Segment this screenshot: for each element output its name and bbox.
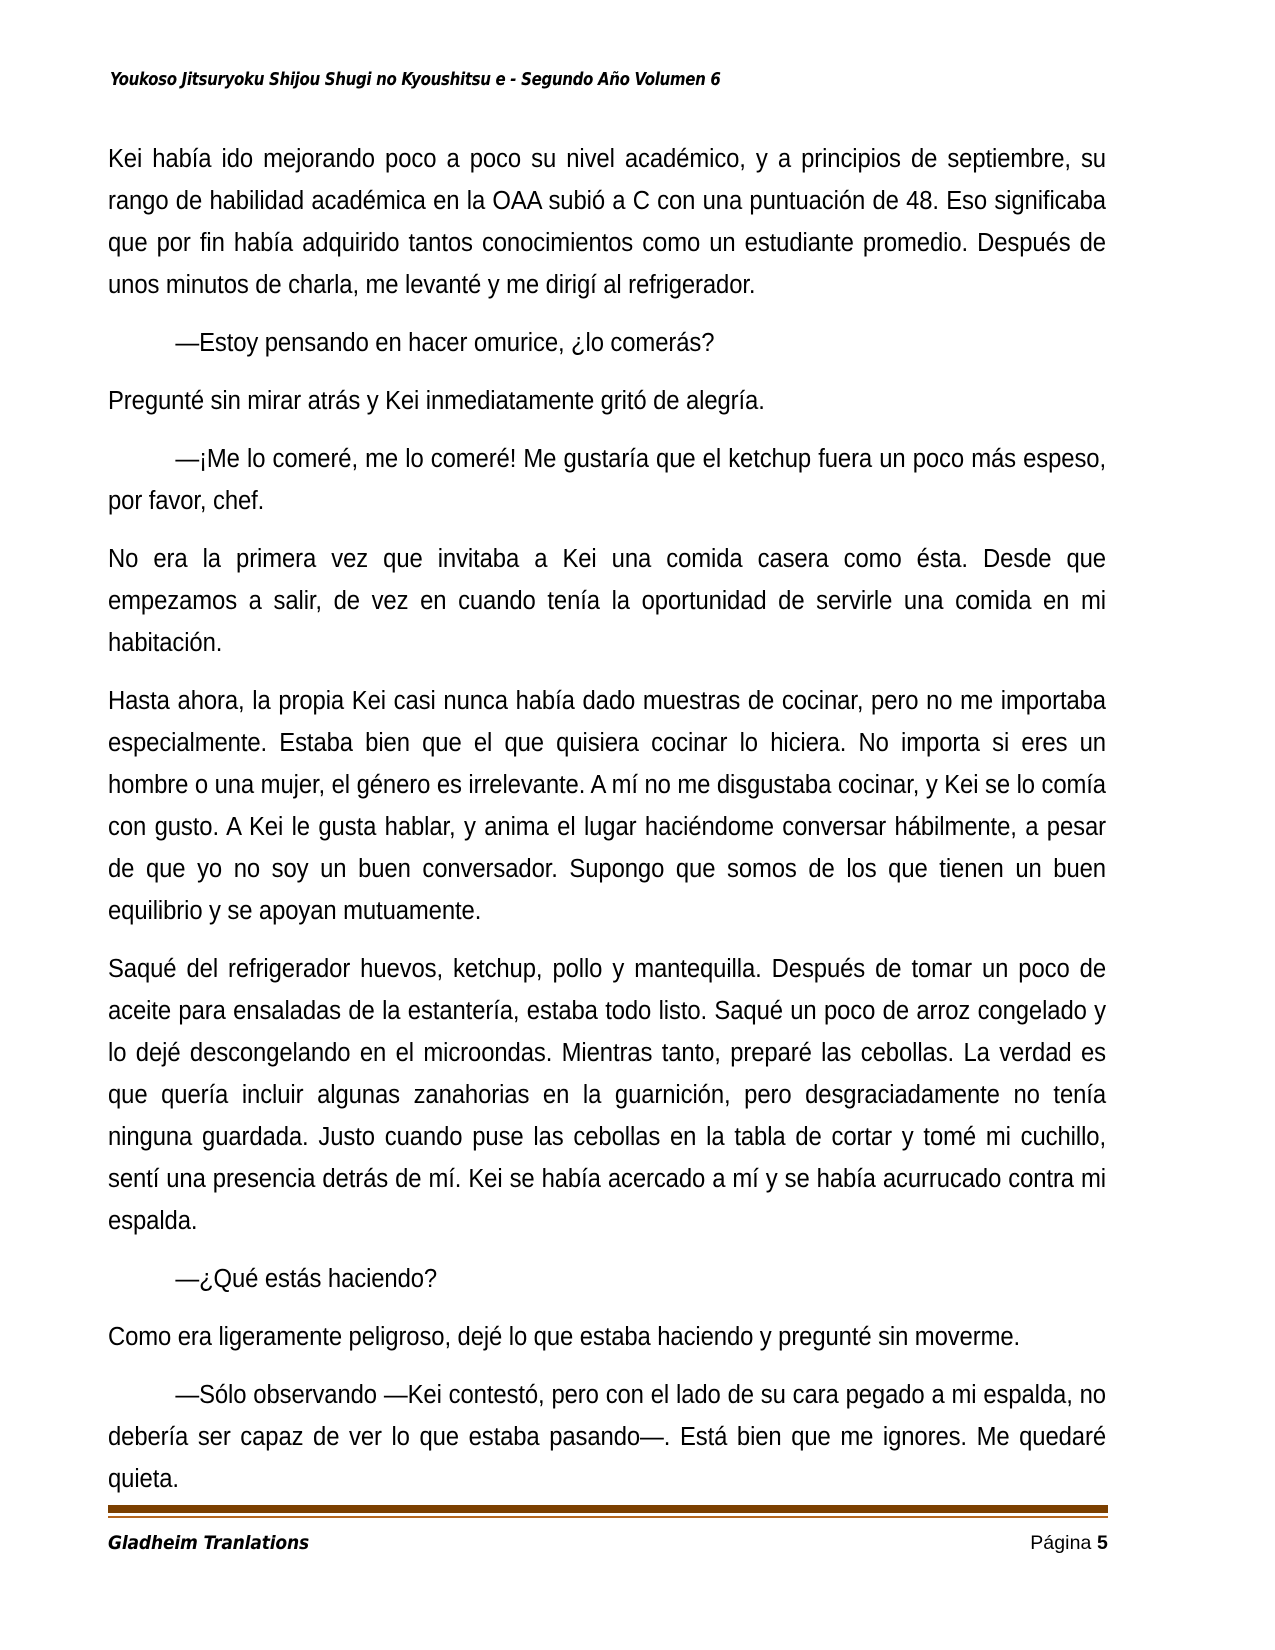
footer-page-indicator xyxy=(1030,1532,1108,1555)
page-footer xyxy=(108,1505,1108,1555)
footer-rule-thin xyxy=(108,1516,1108,1518)
footer-rule-thick xyxy=(108,1505,1108,1513)
footer-page-label: Página xyxy=(1030,1532,1092,1554)
header-title: Youkoso Jitsuryoku Shijou Shugi no Kyoushitsu e - Segundo Año Volumen 6 xyxy=(110,70,721,90)
footer-credit: Gladheim Tranlations xyxy=(108,1532,309,1554)
page-header xyxy=(110,70,1110,100)
document-body xyxy=(108,138,1106,1516)
footer-row xyxy=(108,1532,1108,1555)
dialogue-paragraph: —Estoy pensando en hacer omurice, ¿lo comerás? xyxy=(175,329,715,357)
body-paragraph: Kei había ido mejorando poco a poco su nivel académico, y a principios de septiembre, su rango de habilidad académica en la OAA subió a C con una puntuación de 48. Eso significaba que por fin había adquirido tantos conocimientos como un estudiante promedio. Después de unos minutos de charla, me levanté y me dirigí al refrigerador. xyxy=(108,145,1106,299)
dialogue-paragraph: —Sólo observando —Kei contestó, pero con el lado de su cara pegado a mi espalda, no debería ser capaz de ver lo que estaba pasando—. Está bien que me ignores. Me quedaré quieta. xyxy=(108,1381,1106,1493)
body-paragraph: Pregunté sin mirar atrás y Kei inmediatamente gritó de alegría. xyxy=(108,387,765,415)
dialogue-paragraph: —¡Me lo comeré, me lo comeré! Me gustaría que el ketchup fuera un poco más espeso, por favor, chef. xyxy=(108,445,1106,515)
footer-page-number: 5 xyxy=(1097,1532,1108,1554)
dialogue-paragraph: —¿Qué estás haciendo? xyxy=(175,1265,438,1293)
body-paragraph: Como era ligeramente peligroso, dejé lo que estaba haciendo y pregunté sin moverme. xyxy=(108,1323,1021,1351)
body-paragraph: No era la primera vez que invitaba a Kei una comida casera como ésta. Desde que empezamos a salir, de vez en cuando tenía la oportunidad de servirle una comida en mi habitación. xyxy=(108,545,1106,657)
body-paragraph: Hasta ahora, la propia Kei casi nunca había dado muestras de cocinar, pero no me importaba especialmente. Estaba bien que el que quisiera cocinar lo hiciera. No importa si eres un hombre o una mujer, el género es irrelevante. A mí no me disgustaba cocinar, y Kei se lo comía con gusto. A Kei le gusta hablar, y anima el lugar haciéndome conversar hábilmente, a pesar de que yo no soy un buen conversador. Supongo que somos de los que tienen un buen equilibrio y se apoyan mutuamente. xyxy=(108,687,1106,925)
body-paragraph: Saqué del refrigerador huevos, ketchup, pollo y mantequilla. Después de tomar un poco de aceite para ensaladas de la estantería, estaba todo listo. Saqué un poco de arroz congelado y lo dejé descongelando en el microondas. Mientras tanto, preparé las cebollas. La verdad es que quería incluir algunas zanahorias en la guarnición, pero desgraciadamente no tenía ninguna guardada. Justo cuando puse las cebollas en la tabla de cortar y tomé mi cuchillo, sentí una presencia detrás de mí. Kei se había acercado a mí y se había acurrucado contra mi espalda. xyxy=(108,955,1106,1235)
